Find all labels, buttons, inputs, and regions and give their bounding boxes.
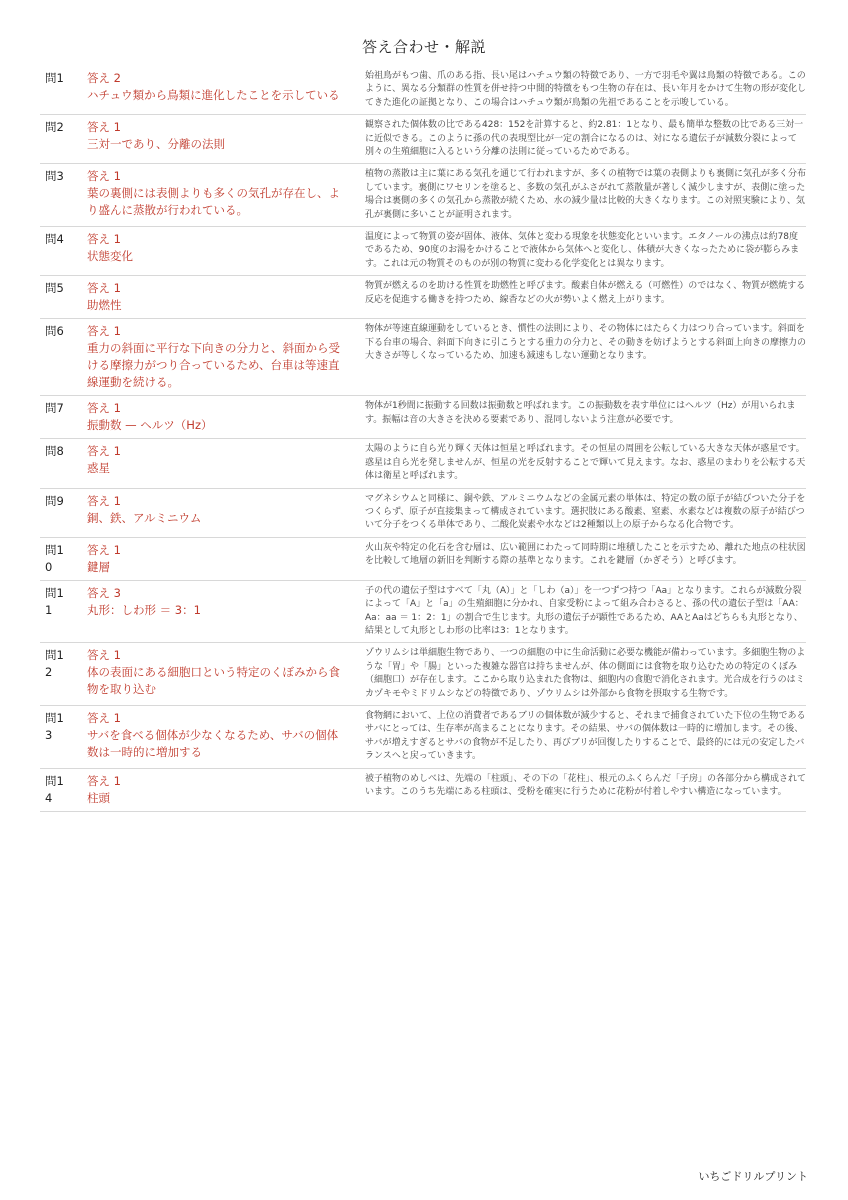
question-number: 問10 bbox=[45, 542, 64, 574]
answer-cell bbox=[85, 537, 361, 580]
answer-text: 鍵層 bbox=[87, 559, 110, 574]
answer-row bbox=[40, 580, 806, 643]
answer-label: 答え 1 bbox=[87, 232, 121, 247]
answer-cell bbox=[85, 396, 361, 439]
answer-label: 答え 1 bbox=[87, 169, 121, 184]
answer-label: 答え 1 bbox=[87, 542, 121, 557]
answer-row bbox=[40, 66, 806, 115]
answer-row bbox=[40, 276, 806, 319]
question-number: 問6 bbox=[45, 324, 64, 339]
question-number-cell bbox=[40, 115, 85, 164]
explanation-text: 観察された個体数の比である428：152を計算すると、約2.81：1となり、最も簡単な整数の比である三対一に近似できる。このように孫の代の表現型比が一定の割合になるのは、対になる遺伝子が減数分裂によって別々の生殖細胞に入るという分離の法則に従っているためである。 bbox=[361, 115, 806, 164]
explanation-text: 被子植物のめしべは、先端の「柱頭」、その下の「花柱」、根元のふくらんだ「子房」の各部分から構成されています。このうち先端にある柱頭は、受粉を確実に行うために花粉が付着しやすい構造になっています。 bbox=[361, 768, 806, 811]
answer-label: 答え 2 bbox=[87, 71, 121, 85]
answer-cell bbox=[85, 164, 361, 227]
question-number: 問12 bbox=[45, 648, 64, 680]
question-number-cell bbox=[40, 66, 85, 115]
answer-row bbox=[40, 396, 806, 439]
answer-label: 答え 1 bbox=[87, 281, 121, 296]
answer-label: 答え 3 bbox=[87, 585, 121, 600]
answer-cell bbox=[85, 115, 361, 164]
answer-label: 答え 1 bbox=[87, 648, 121, 663]
answer-cell bbox=[85, 643, 361, 706]
answer-table bbox=[40, 66, 806, 812]
answer-cell bbox=[85, 319, 361, 396]
explanation-text: 物体が1秒間に振動する回数は振動数と呼ばれます。この振動数を表す単位にはヘルツ（Hz）が用いられます。振幅は音の大きさを決める要素であり、混同しないよう注意が必要です。 bbox=[361, 396, 806, 439]
answer-text: 振動数 — ヘルツ（Hz） bbox=[87, 418, 213, 433]
answer-row bbox=[40, 115, 806, 164]
question-number: 問13 bbox=[45, 710, 64, 742]
question-number-cell bbox=[40, 227, 85, 276]
explanation-text: 始祖鳥がもつ歯、爪のある指、長い尾はハチュウ類の特徴であり、一方で羽毛や翼は鳥類の特徴である。このように、異なる分類群の性質を併せ持つ中間的特徴をもつ生物の存在は、長い年月をかけて生物の形が変化してきた進化の証拠となり、この場合はハチュウ類が鳥類の先祖であることを示唆している。 bbox=[361, 66, 806, 115]
answer-text: 銅、鉄、アルミニウム bbox=[87, 510, 202, 525]
explanation-text: 子の代の遺伝子型はすべて「丸（A）」と「しわ（a）」を一つずつ持つ「Aa」となります。これらが減数分裂によって「A」と「a」の生殖細胞に分かれ、自家受粉によって組み合わさると、孫の代の遺伝子型は「AA：Aa：aa ＝ 1：2：1」の割合で生じます。丸形の遺伝子が顕性であるため、AAとAaはどちらも丸形となり、結果として丸形としわ形の比率は3：1となります。 bbox=[361, 580, 806, 643]
answer-label: 答え 1 bbox=[87, 493, 121, 508]
answer-row bbox=[40, 439, 806, 488]
question-number: 問7 bbox=[45, 401, 64, 416]
question-number-cell bbox=[40, 396, 85, 439]
question-number-cell bbox=[40, 705, 85, 768]
question-number: 問9 bbox=[45, 493, 64, 508]
answer-text: サバを食べる個体が少なくなるため、サバの個体数は一時的に増加する bbox=[87, 727, 339, 759]
answer-text: 重力の斜面に平行な下向きの分力と、斜面から受ける摩擦力がつり合っているため、台車は等速直線運動を続ける。 bbox=[87, 341, 340, 390]
answer-cell bbox=[85, 439, 361, 488]
question-number-cell bbox=[40, 580, 85, 643]
question-number-cell bbox=[40, 276, 85, 319]
answer-row bbox=[40, 164, 806, 227]
question-number: 問11 bbox=[45, 585, 64, 617]
answer-label: 答え 1 bbox=[87, 444, 121, 459]
question-number: 問8 bbox=[45, 444, 64, 459]
explanation-text: 植物の蒸散は主に葉にある気孔を通じて行われますが、多くの植物では葉の表側よりも裏側に気孔が多く分布しています。裏側にワセリンを塗ると、多数の気孔がふさがれて蒸散量が著しく減少しますが、表側に塗った場合は裏側の多くの気孔から蒸散が続くため、水の減少量は比較的大きくなります。この対照実験により、気孔が裏側に多いことが証明されます。 bbox=[361, 164, 806, 227]
answer-text: 体の表面にある細胞口という特定のくぼみから食物を取り込む bbox=[87, 665, 340, 697]
answer-row bbox=[40, 537, 806, 580]
question-number: 問2 bbox=[45, 120, 64, 135]
answer-cell bbox=[85, 580, 361, 643]
answer-cell bbox=[85, 276, 361, 319]
answer-text: 助燃性 bbox=[87, 298, 122, 313]
answer-rows bbox=[40, 66, 806, 811]
question-number-cell bbox=[40, 488, 85, 537]
answer-cell bbox=[85, 768, 361, 811]
answer-cell bbox=[85, 488, 361, 537]
answer-text: 惑星 bbox=[87, 461, 110, 476]
explanation-text: ゾウリムシは単細胞生物であり、一つの細胞の中に生命活動に必要な機能が備わっています。多細胞生物のような「胃」や「腸」といった複雑な器官は持ちませんが、体の側面には食物を取り込むための特定のくぼみ（細胞口）が存在します。ここから取り込まれた食物は、細胞内の食胞で消化されます。光合成を行うのはミカヅキモやミドリムシなどの特徴であり、ゾウリムシは外部から食物を摂取する生物です。 bbox=[361, 643, 806, 706]
answer-text: 柱頭 bbox=[87, 790, 110, 805]
answer-label: 答え 1 bbox=[87, 710, 121, 725]
question-number-cell bbox=[40, 164, 85, 227]
question-number: 問1 bbox=[45, 71, 64, 85]
answer-row bbox=[40, 643, 806, 706]
answer-text: 葉の裏側には表側よりも多くの気孔が存在し、より盛んに蒸散が行われている。 bbox=[87, 186, 340, 218]
answer-text: 丸形：しわ形 ＝ 3：1 bbox=[87, 602, 201, 617]
answer-row bbox=[40, 227, 806, 276]
question-number-cell bbox=[40, 319, 85, 396]
question-number: 問14 bbox=[45, 773, 64, 805]
answer-row bbox=[40, 319, 806, 396]
page-title: 答え合わせ・解説 bbox=[361, 38, 486, 56]
question-number: 問5 bbox=[45, 281, 64, 296]
answer-cell bbox=[85, 66, 361, 115]
answer-label: 答え 1 bbox=[87, 324, 121, 339]
answer-text: ハチュウ類から鳥類に進化したことを示している bbox=[87, 88, 340, 102]
answer-text: 状態変化 bbox=[87, 249, 133, 264]
question-number: 問4 bbox=[45, 232, 64, 247]
question-number-cell bbox=[40, 439, 85, 488]
explanation-text: 物体が等速直線運動をしているとき、慣性の法則により、その物体にはたらく力はつり合っています。斜面を下る台車の場合、斜面下向きに引こうとする重力の分力と、その動きを妨げようとする斜面上向きの摩擦力の大きさが等しくなっているため、加速も減速もしない運動となります。 bbox=[361, 319, 806, 396]
explanation-text: 食物網において、上位の消費者であるブリの個体数が減少すると、それまで捕食されていた下位の生物であるサバにとっては、生存率が高まることになります。その結果、サバの個体数は一時的に増加します。その後、サバが増えすぎるとサバの食物が不足したり、再びブリが回復したりすることで、最終的には元の安定したバランスへと戻っていきます。 bbox=[361, 705, 806, 768]
footer-brand: いちごドリルプリント bbox=[698, 1170, 808, 1183]
question-number: 問3 bbox=[45, 169, 64, 184]
answer-cell bbox=[85, 705, 361, 768]
explanation-text: 太陽のように自ら光り輝く天体は恒星と呼ばれます。その恒星の周囲を公転している大きな天体が惑星です。惑星は自ら光を発しませんが、恒星の光を反射することで輝いて見えます。なお、惑星のまわりを公転する天体は衛星と呼ばれます。 bbox=[361, 439, 806, 488]
question-number-cell bbox=[40, 768, 85, 811]
answer-row bbox=[40, 488, 806, 537]
explanation-text: 温度によって物質の姿が固体、液体、気体と変わる現象を状態変化といいます。エタノールの沸点は約78度であるため、90度のお湯をかけることで液体から気体へと変化し、体積が大きくなったために袋が膨らみます。これは元の物質そのものが別の物質に変わる化学変化とは異なります。 bbox=[361, 227, 806, 276]
question-number-cell bbox=[40, 643, 85, 706]
explanation-text: マグネシウムと同様に、銅や鉄、アルミニウムなどの金属元素の単体は、特定の数の原子が結びついた分子をつくらず、原子が直接集まって構成されています。選択肢にある酸素、窒素、水素などは複数の原子が結びついて分子をつくる単体であり、二酸化炭素や水などは2種類以上の原子からなる化合物です。 bbox=[361, 488, 806, 537]
answer-label: 答え 1 bbox=[87, 773, 121, 788]
answer-label: 答え 1 bbox=[87, 401, 121, 416]
answer-row bbox=[40, 705, 806, 768]
explanation-text: 火山灰や特定の化石を含む層は、広い範囲にわたって同時期に堆積したことを示すため、離れた地点の柱状図を比較して地層の新旧を判断する際の基準となります。これを鍵層（かぎそう）と呼びます。 bbox=[361, 537, 806, 580]
explanation-text: 物質が燃えるのを助ける性質を助燃性と呼びます。酸素自体が燃える（可燃性）のではなく、物質が燃焼する反応を促進する働きを持つため、線香などの火が勢いよく燃え上がります。 bbox=[361, 276, 806, 319]
answer-row bbox=[40, 768, 806, 811]
question-number-cell bbox=[40, 537, 85, 580]
answer-text: 三対一であり、分離の法則 bbox=[87, 137, 225, 152]
answer-label: 答え 1 bbox=[87, 120, 121, 135]
answer-cell bbox=[85, 227, 361, 276]
